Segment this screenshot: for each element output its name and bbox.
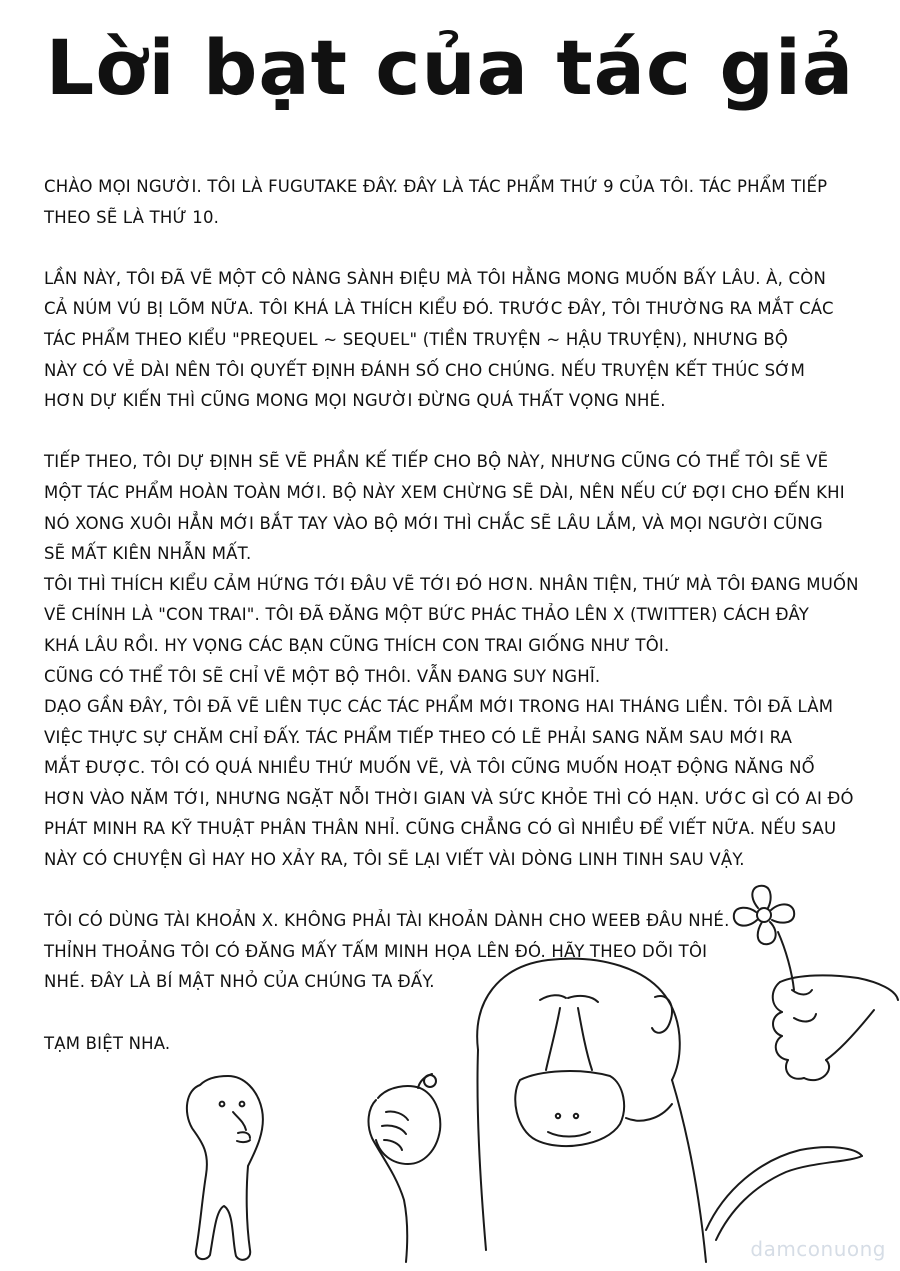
hand-doodle [773,975,898,1080]
text-line: LẦN NÀY, TÔI ĐÃ VẼ MỘT CÔ NÀNG SÀNH ĐIỆU MÀ TÔI HẰNG MONG MUỐN BẤY LÂU. À, CÒN [44,268,826,288]
text-line: NÀY CÓ VẺ DÀI NÊN TÔI QUYẾT ĐỊNH ĐÁNH SỐ CHO CHÚNG. NẾU TRUYỆN KẾT THÚC SỚM [44,360,806,380]
text-line: NHÉ. ĐÂY LÀ BÍ MẬT NHỎ CỦA CHÚNG TA ĐẤY. [44,972,435,992]
text-line: THEO SẼ LÀ THỨ 10. [44,207,220,227]
text-line: NÀY CÓ CHUYỆN GÌ HAY HO XẢY RA, TÔI SẼ LẠI VIẾT VÀI DÒNG LINH TINH SAU VẬY. [44,850,745,870]
page-title: Lời bạt của tác giả [45,23,855,112]
text-line: VẼ CHÍNH LÀ "CON TRAI". TÔI ĐÃ ĐĂNG MỘT BỨC PHÁC THẢO LÊN X (TWITTER) CÁCH ĐÂY [44,605,809,625]
text-line: TÁC PHẨM THEO KIỂU "PREQUEL ~ SEQUEL" (TIỀN TRUYỆN ~ HẬU TRUYỆN), NHƯNG BỘ [44,329,789,349]
text-line: CẢ NÚM VÚ BỊ LÕM NỮA. TÔI KHÁ LÀ THÍCH KIỂU ĐÓ. TRƯỚC ĐÂY, TÔI THƯỜNG RA MẮT CÁC [44,299,834,319]
text-line: HƠN VÀO NĂM TỚI, NHƯNG NGẶT NỖI THỜI GIAN VÀ SỨC KHỎE THÌ CÓ HẠN. ƯỚC GÌ CÓ AI ĐÓ [44,788,854,808]
text-line: SẼ MẤT KIÊN NHẪN MẤT. [44,544,252,564]
text-line: HƠN DỰ KIẾN THÌ CŨNG MONG MỌI NGƯỜI ĐỪNG QUÁ THẤT VỌNG NHÉ. [44,391,666,411]
text-line: TÔI CÓ DÙNG TÀI KHOẢN X. KHÔNG PHẢI TÀI KHOẢN DÀNH CHO WEEB ĐÂU NHÉ. [44,911,730,931]
text-line: DẠO GẦN ĐÂY, TÔI ĐÃ VẼ LIÊN TỤC CÁC TÁC PHẨM MỚI TRONG HAI THÁNG LIỀN. TÔI ĐÃ LÀM [44,697,834,717]
text-line: MỘT TÁC PHẨM HOÀN TOÀN MỚI. BỘ NÀY XEM CHỪNG SẼ DÀI, NÊN NẾU CỨ ĐỢI CHO ĐẾN KHI [44,482,845,502]
monkey-doodle [477,959,862,1262]
blob-creature-doodle [187,1076,263,1260]
text-line: VIỆC THỰC SỰ CHĂM CHỈ ĐẤY. TÁC PHẨM TIẾP THEO CÓ LẼ PHẢI SANG NĂM SAU MỚI RA [44,727,793,747]
flower-doodle [734,886,794,990]
text-line: PHÁT MINH RA KỸ THUẬT PHÂN THÂN NHỈ. CŨNG CHẲNG CÓ GÌ NHIỀU ĐỂ VIẾT NỮA. NẾU SAU [44,819,837,839]
watermark: damconuong [750,1237,886,1261]
text-line: TÔI THÌ THÍCH KIỂU CẢM HỨNG TỚI ĐÂU VẼ TỚI ĐÓ HƠN. NHÂN TIỆN, THỨ MÀ TÔI ĐANG MUỐN [44,574,859,594]
text-line: TẠM BIỆT NHA. [44,1033,171,1053]
text-line: MẮT ĐƯỢC. TÔI CÓ QUÁ NHIỀU THỨ MUỐN VẼ, VÀ TÔI CŨNG MUỐN HOẠT ĐỘNG NĂNG NỔ [44,758,815,778]
text-line: TIẾP THEO, TÔI DỰ ĐỊNH SẼ VẼ PHẦN KẾ TIẾP CHO BỘ NÀY, NHƯNG CŨNG CÓ THỂ TÔI SẼ VẼ [44,452,829,472]
text-line: NÓ XONG XUÔI HẲN MỚI BẮT TAY VÀO BỘ MỚI THÌ CHẮC SẼ LÂU LẮM, VÀ MỌI NGƯỜI CŨNG [44,513,823,533]
text-line: KHÁ LÂU RỒI. HY VỌNG CÁC BẠN CŨNG THÍCH CON TRAI GIỐNG NHƯ TÔI. [44,635,670,655]
text-line: CŨNG CÓ THỂ TÔI SẼ CHỈ VẼ MỘT BỘ THÔI. VẪN ĐANG SUY NGHĨ. [44,666,601,686]
text-line: THỈNH THOẢNG TÔI CÓ ĐĂNG MẤY TẤM MINH HỌA LÊN ĐÓ. HÃY THEO DÕI TÔI [44,941,708,961]
apple-doodle [369,1074,441,1262]
text-line: CHÀO MỌI NGƯỜI. TÔI LÀ FUGUTAKE ĐÂY. ĐÂY LÀ TÁC PHẨM THỨ 9 CỦA TÔI. TÁC PHẨM TIẾP [44,177,828,196]
